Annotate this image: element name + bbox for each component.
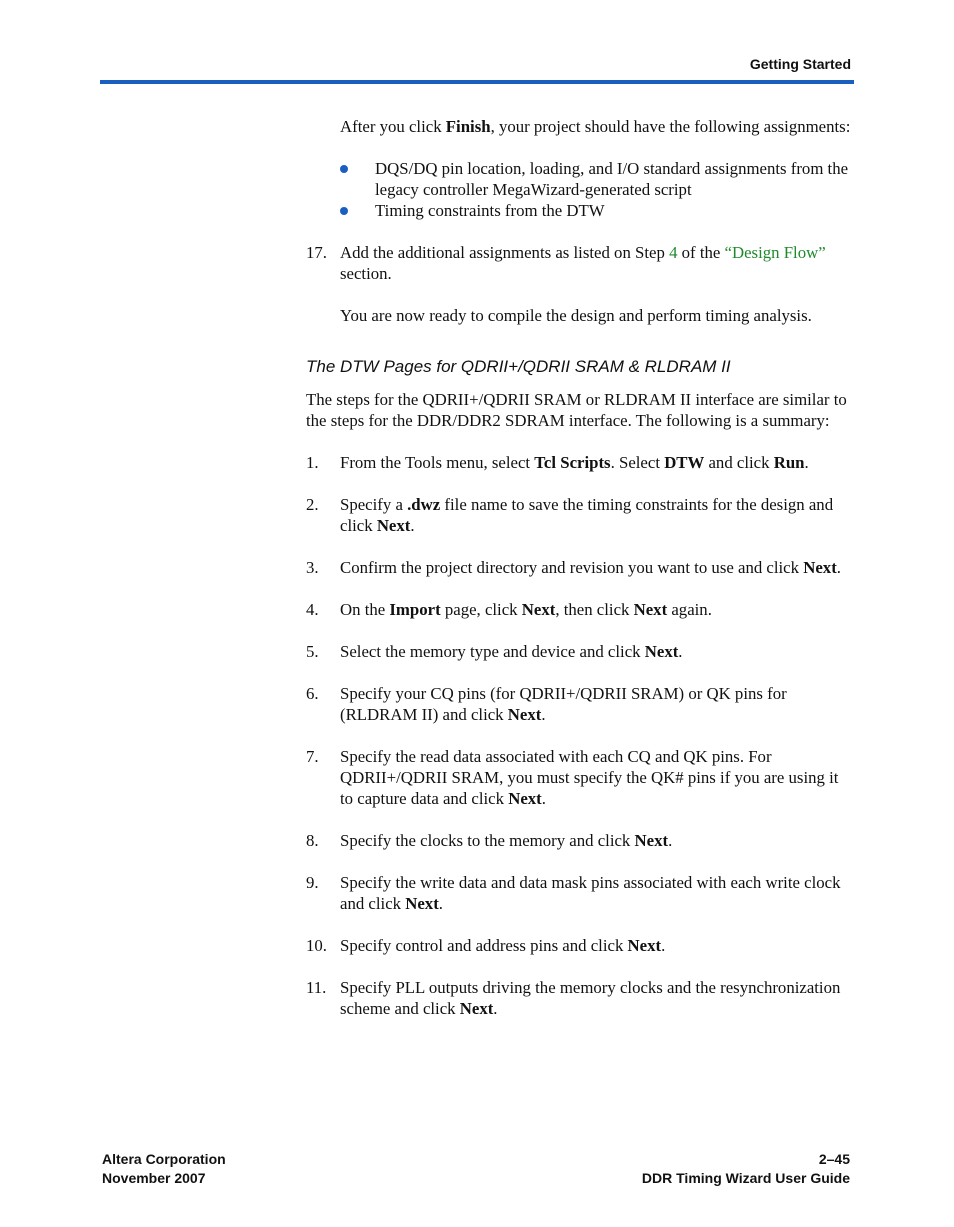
step-bold-term: DTW	[664, 453, 705, 472]
step-bold-term: Tcl Scripts	[534, 453, 611, 472]
design-flow-link[interactable]: “Design Flow”	[724, 243, 826, 262]
intro-paragraph	[340, 116, 854, 137]
bullet-item	[340, 158, 854, 200]
step-text: Specify control and address pins and click	[340, 936, 628, 955]
step-text: page, click	[440, 600, 522, 619]
step-item	[306, 599, 854, 620]
step-item	[306, 494, 854, 536]
step-bold-term: Next	[507, 705, 542, 724]
step-number: 3.	[306, 558, 319, 577]
step-bold-term: Next	[521, 600, 556, 619]
step-text: file name to save the timing constraints for the design and click	[340, 495, 834, 535]
step-bold-term: Import	[389, 600, 441, 619]
step-number: 5.	[306, 642, 319, 661]
step-bold-term: Next	[627, 936, 662, 955]
step-text: .	[668, 831, 673, 850]
header-rule	[100, 80, 854, 84]
step-item	[306, 683, 854, 725]
step-number: 8.	[306, 831, 319, 850]
running-header-title: Getting Started	[749, 56, 851, 72]
step-text: .	[836, 558, 841, 577]
step-text: , then click	[555, 600, 634, 619]
ready-paragraph: You are now ready to compile the design and perform timing analysis.	[340, 306, 812, 325]
step-text: Confirm the project directory and revision you want to use and click	[340, 558, 804, 577]
bullet-dot-icon	[340, 207, 348, 215]
intro-bold: Finish	[445, 117, 491, 136]
step-number: 2.	[306, 495, 319, 514]
step-text: .	[804, 453, 809, 472]
step-number: 11.	[306, 978, 327, 997]
step-text: .	[661, 936, 666, 955]
step-text: of the	[677, 243, 725, 262]
step-bold-term: Next	[633, 600, 668, 619]
step-bold-term: Next	[405, 894, 439, 913]
step-item	[306, 746, 854, 809]
step-text: .	[493, 999, 498, 1018]
step-text: again.	[667, 600, 712, 619]
step-bold-term: Next	[644, 642, 679, 661]
step-text: Specify the write data and data mask pins associated with each write clock and click	[340, 873, 841, 913]
step-bold-term: Next	[376, 516, 411, 535]
step-item	[306, 830, 854, 851]
step-text: .	[410, 516, 415, 535]
step-text: Specify PLL outputs driving the memory clocks and the resynchronization scheme and click	[340, 978, 841, 1018]
step-item	[306, 935, 854, 956]
step-4-link[interactable]: 4	[669, 243, 678, 262]
step-text: From the Tools menu, select	[340, 453, 535, 472]
footer-doc-title: DDR Timing Wizard User Guide	[641, 1170, 850, 1186]
section-heading: The DTW Pages for QDRII+/QDRII SRAM & RLDRAM II	[306, 357, 731, 376]
step-text: Add the additional assignments as listed on Step	[340, 243, 670, 262]
step-number: 1.	[306, 453, 319, 472]
bullet-dot-icon	[340, 165, 348, 173]
step-number: 10.	[306, 936, 327, 955]
step-text: and click	[704, 453, 774, 472]
step-text: Specify a	[340, 495, 408, 514]
footer-date: November 2007	[102, 1170, 206, 1186]
step-text: . Select	[610, 453, 665, 472]
step-text: Specify the read data associated with each CQ and QK pins. For QDRII+/QDRII SRAM, you must specify the QK# pins if you are using it to capture data and click	[340, 747, 839, 808]
bullet-item	[340, 200, 854, 221]
step-bold-term: .dwz	[407, 495, 441, 514]
footer-company: Altera Corporation	[102, 1151, 226, 1167]
step-bold-term: Run	[773, 453, 805, 472]
step-text: .	[438, 894, 443, 913]
step-text: .	[541, 705, 546, 724]
step-number: 7.	[306, 747, 319, 766]
step-text: Specify your CQ pins (for QDRII+/QDRII SRAM) or QK pins for (RLDRAM II) and click	[340, 684, 787, 724]
assignments-bullet-list	[340, 158, 854, 221]
step-number: 17.	[306, 243, 327, 262]
step-item	[306, 557, 854, 578]
step-text: On the	[340, 600, 390, 619]
step-bold-term: Next	[508, 789, 542, 808]
intro-text-end: , your project should have the following assignments:	[490, 117, 851, 136]
bullet-text: Timing constraints from the DTW	[375, 201, 605, 220]
footer-page-number: 2–45	[818, 1151, 850, 1167]
step-text: .	[541, 789, 546, 808]
page-body	[306, 116, 854, 1040]
steps-list	[306, 452, 854, 1019]
step-text: section.	[340, 264, 392, 283]
intro-text: After you click	[340, 117, 446, 136]
step-text: Specify the clocks to the memory and click	[340, 831, 635, 850]
step-text: .	[678, 642, 683, 661]
bullet-text: DQS/DQ pin location, loading, and I/O standard assignments from the legacy controller MegaWizard-generated script	[375, 159, 849, 199]
step-bold-term: Next	[634, 831, 669, 850]
step-text: Select the memory type and device and click	[340, 642, 645, 661]
step-item	[306, 641, 854, 662]
step-number: 4.	[306, 600, 319, 619]
step-item	[306, 977, 854, 1019]
section-intro: The steps for the QDRII+/QDRII SRAM or RLDRAM II interface are similar to the steps for the DDR/DDR2 SDRAM interface. The following is a summary:	[306, 390, 847, 430]
step-number: 9.	[306, 873, 319, 892]
step-17	[306, 242, 854, 284]
step-item	[306, 452, 854, 473]
step-item	[306, 872, 854, 914]
step-number: 6.	[306, 684, 319, 703]
step-bold-term: Next	[459, 999, 494, 1018]
step-bold-term: Next	[803, 558, 837, 577]
